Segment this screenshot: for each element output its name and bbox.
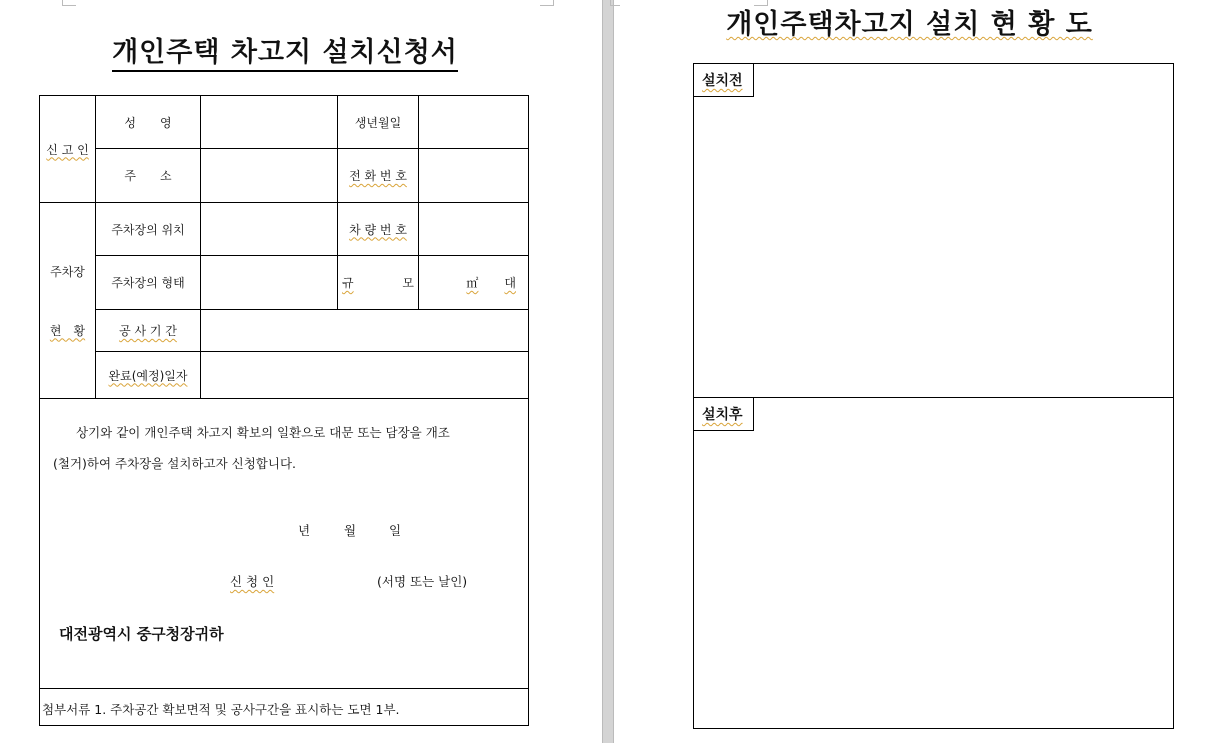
statement-line-1: 상기와 같이 개인주택 차고지 확보의 일환으로 대문 또는 담장을 개조 (76, 425, 450, 440)
page-1 (0, 0, 602, 743)
period-label: 공 사 기 간 (119, 324, 177, 338)
scale-label-a: 규 (342, 276, 354, 290)
parking-status-label: 현 황 (49, 323, 86, 338)
after-install-label: 설치후 (693, 397, 754, 431)
vehicle-field[interactable] (419, 203, 529, 256)
birth-label: 생년월일 (338, 96, 419, 149)
address-label: 주 소 (96, 149, 201, 203)
scale-label-b: 모 (402, 276, 414, 290)
period-field[interactable] (201, 310, 529, 352)
applicant-signature-label: 신 청 인 (230, 574, 275, 589)
completion-field[interactable] (201, 352, 529, 399)
page-separator (602, 0, 614, 743)
phone-label: 전 화 번 호 (349, 169, 407, 183)
document-title: 개인주택 차고지 설치신청서 (0, 30, 570, 69)
vehicle-label: 차 량 번 호 (349, 222, 407, 237)
before-install-label: 설치전 (693, 63, 754, 97)
date-year: 년 (298, 523, 311, 538)
plan-title: 개인주택차고지 설치 현 황 도 (726, 9, 1093, 40)
after-install-box[interactable] (693, 397, 1174, 729)
sign-hint: (서명 또는 날인) (377, 574, 468, 589)
address-field[interactable] (201, 149, 338, 203)
area-unit: ㎡ (466, 276, 479, 290)
name-label: 성 영 (96, 96, 201, 149)
attachment-note: 첨부서류 1. 주차공간 확보면적 및 공사구간을 표시하는 도면 1부. (40, 688, 528, 725)
page-corner-mark (540, 0, 554, 6)
before-install-box[interactable] (693, 63, 1174, 398)
date-day: 일 (389, 523, 402, 538)
phone-field[interactable] (419, 149, 529, 203)
date-month: 월 (344, 523, 357, 538)
application-table (39, 95, 529, 399)
location-label: 주차장의 위치 (96, 203, 201, 256)
count-unit: 대 (504, 276, 516, 290)
parking-group-label: 주차장 (50, 264, 85, 279)
statement-section (40, 398, 528, 688)
type-field[interactable] (201, 256, 338, 310)
completion-label: 완료(예정)일자 (108, 368, 188, 383)
name-field[interactable] (201, 96, 338, 149)
location-field[interactable] (201, 203, 338, 256)
addressee: 대전광역시 중구청장귀하 (59, 625, 224, 643)
scale-field[interactable] (419, 256, 529, 310)
page-2 (614, 0, 1205, 743)
applicant-group-label: 신 고 인 (46, 142, 89, 157)
page-corner-mark (62, 0, 76, 6)
birth-field[interactable] (419, 96, 529, 149)
statement-line-2: (철거)하여 주차장을 설치하고자 신청합니다. (53, 456, 296, 471)
type-label: 주차장의 형태 (96, 256, 201, 310)
